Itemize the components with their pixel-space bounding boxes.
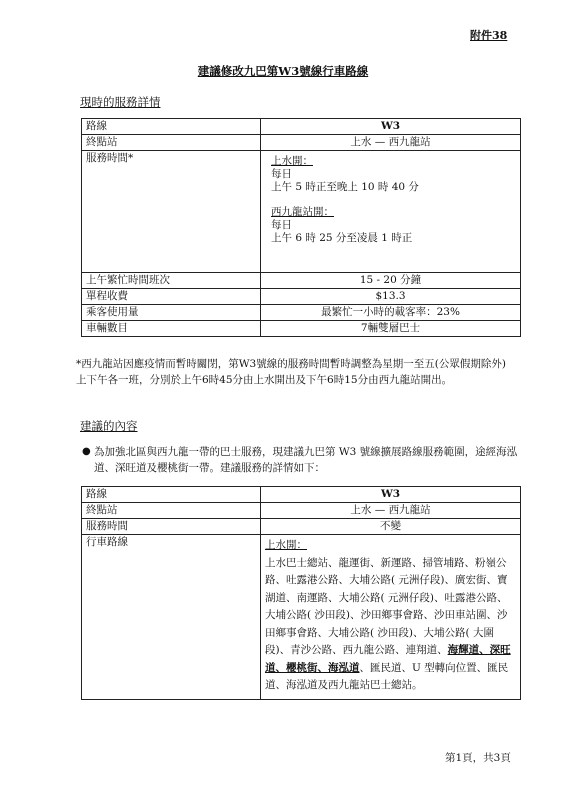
route-highlight: 海輝道、深旺道、櫻桃街、海泓道 bbox=[265, 644, 511, 674]
row-label: 終點站 bbox=[82, 135, 261, 151]
row-label: 終點站 bbox=[82, 503, 261, 519]
table-row bbox=[82, 321, 521, 337]
service-days: 每日 bbox=[271, 168, 292, 180]
annex-label: 附件38 bbox=[470, 29, 508, 42]
row-value: $13.3 bbox=[261, 289, 521, 305]
route-text-end: 、匯民道、U 型轉向位置、匯民道、海泓道及西九龍站巴士總站。 bbox=[265, 661, 509, 691]
table-row bbox=[82, 273, 521, 289]
departure-label: 上水開： bbox=[265, 539, 307, 551]
table-row bbox=[82, 135, 521, 151]
table-row bbox=[82, 503, 521, 519]
row-label: 路線 bbox=[82, 487, 261, 503]
row-value: W3 bbox=[261, 487, 521, 503]
departure-label: 西九龍站開： bbox=[271, 206, 334, 218]
table-row bbox=[82, 289, 521, 305]
page-footer: 第1頁，共3頁 bbox=[445, 752, 511, 764]
current-service-table bbox=[81, 118, 521, 337]
table-row bbox=[82, 487, 521, 503]
service-days: 每日 bbox=[271, 219, 292, 231]
route-cell bbox=[261, 535, 521, 700]
bullet-icon: ● bbox=[82, 446, 91, 457]
route-text: 上水巴士總站、龍運街、新運路、掃管埔路、粉嶺公路、吐露港公路、大埔公路( 元洲仔段)、廣宏街、寶湖道、南運路、大埔公路( 元洲仔段)、吐露港公路、大埔公路( 沙田段)、沙田鄉事會路、沙田車站圍、沙田鄉事會路、大埔公路( 沙田段)、大埔公路( 大圍段)、青沙公路、西九龍公路、連翔道、 bbox=[265, 556, 508, 656]
row-value: 不變 bbox=[261, 519, 521, 535]
proposal-bullet bbox=[82, 444, 522, 476]
row-label: 服務時間* bbox=[82, 151, 261, 273]
departure-label: 上水開： bbox=[271, 155, 313, 167]
row-label: 路線 bbox=[82, 119, 261, 135]
table-row bbox=[82, 519, 521, 535]
row-label: 行車路線 bbox=[82, 535, 261, 700]
bullet-text: 為加強北區與西九龍一帶的巴士服務，現建議九巴第 W3 號線擴展路線服務範圍，途經海泓道、深旺道及櫻桃街一帶。建議服務的詳情如下： bbox=[94, 446, 518, 474]
proposed-service-table bbox=[81, 486, 521, 700]
row-label: 乘客使用量 bbox=[82, 305, 261, 321]
table-row bbox=[82, 119, 521, 135]
page-title: 建議修改九巴第W3號線行車路線 bbox=[197, 64, 369, 78]
row-value: 15 - 20 分鐘 bbox=[261, 273, 521, 289]
proposal-heading: 建議的內容 bbox=[80, 419, 138, 433]
table-row bbox=[82, 535, 521, 700]
footnote: *西九龍站因應疫情而暫時關閉，第W3號線的服務時間暫時調整為星期一至五(公眾假期除外)上下午各一班，分別於上午6時45分由上水開出及下午6時15分由西九龍站開出。 bbox=[76, 358, 506, 386]
service-time: 上午 6 時 25 分至凌晨 1 時正 bbox=[271, 232, 413, 244]
table-row bbox=[82, 305, 521, 321]
service-hours-cell bbox=[261, 151, 521, 273]
row-label: 上午繁忙時間班次 bbox=[82, 273, 261, 289]
row-value: 上水 — 西九龍站 bbox=[261, 503, 521, 519]
service-time: 上午 5 時正至晚上 10 時 40 分 bbox=[271, 181, 419, 193]
row-value: 7輛雙層巴士 bbox=[261, 321, 521, 337]
row-label: 服務時間 bbox=[82, 519, 261, 535]
table-row bbox=[82, 151, 521, 273]
row-label: 單程收費 bbox=[82, 289, 261, 305]
current-heading: 現時的服務詳情 bbox=[80, 95, 161, 109]
row-value: 上水 — 西九龍站 bbox=[261, 135, 521, 151]
row-value: W3 bbox=[261, 119, 521, 135]
row-value: 最繁忙一小時的載客率：23% bbox=[261, 305, 521, 321]
row-label: 車輛數目 bbox=[82, 321, 261, 337]
